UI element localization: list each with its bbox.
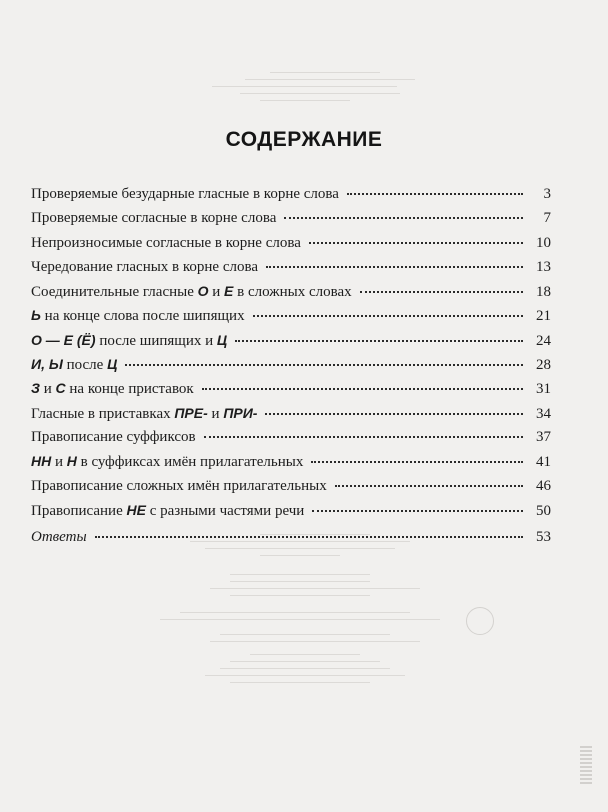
dot-leader — [265, 413, 523, 415]
toc-entry — [31, 476, 551, 500]
toc-entry — [31, 330, 551, 354]
emphasized-letters: З — [31, 380, 40, 397]
entry-text: на конце приставок — [65, 381, 194, 398]
entry-text: с разными частями речи — [145, 502, 305, 519]
entry-text: и — [51, 454, 67, 471]
entry-text: Проверяемые согласные в корне слова — [31, 210, 277, 227]
toc-entry — [31, 305, 551, 329]
toc-page-number: 28 — [536, 357, 551, 374]
page-title: СОДЕРЖАНИЕ — [225, 128, 383, 151]
toc-page-number: 53 — [536, 529, 551, 546]
toc-page-number: 41 — [536, 454, 551, 471]
emphasized-letters: О — [197, 283, 209, 300]
toc-entry — [31, 208, 551, 232]
toc-page-number: 18 — [536, 284, 551, 301]
toc-entry-title — [31, 427, 196, 447]
table-of-contents — [31, 184, 551, 551]
toc-entry-title — [31, 305, 245, 326]
emphasized-letters: Н — [66, 453, 77, 470]
entry-text: Чередование гласных в корне слова — [31, 258, 259, 275]
entry-text: после шипящих и — [95, 332, 217, 349]
toc-entry-title — [31, 330, 227, 351]
entry-text: в суффиксах имён прилагательных — [76, 454, 304, 471]
dot-leader — [284, 217, 523, 219]
emphasized-letters: И, Ы — [31, 356, 63, 373]
toc-entry-title — [31, 257, 258, 277]
entry-text: и — [40, 381, 56, 398]
toc-entry — [31, 427, 551, 451]
toc-entry — [31, 354, 551, 378]
toc-entry-title — [31, 208, 276, 228]
toc-page-number: 10 — [536, 234, 551, 251]
emphasized-letters: ПРЕ- — [174, 404, 208, 421]
dot-leader — [202, 388, 523, 390]
toc-entry-title — [31, 354, 117, 375]
toc-entry-title — [31, 500, 304, 521]
emphasized-letters: С — [55, 380, 66, 397]
toc-entry — [31, 403, 551, 427]
dot-leader — [311, 461, 523, 463]
toc-entry-title — [31, 184, 339, 204]
emphasized-letters: НН — [31, 453, 52, 470]
dot-leader — [312, 510, 523, 512]
entry-text: после — [62, 357, 108, 374]
entry-text: на конце слова после шипящих — [40, 308, 245, 325]
entry-text: и — [207, 405, 224, 422]
show-through-age-badge — [466, 607, 494, 635]
emphasized-letters: Ц — [216, 331, 228, 348]
toc-entry-title — [31, 233, 301, 253]
toc-entry-title — [31, 451, 303, 472]
toc-entry-title — [31, 403, 257, 424]
toc-entry — [31, 281, 551, 305]
dot-leader — [335, 485, 523, 487]
toc-entry — [31, 527, 551, 551]
entry-text: Соединительные гласные — [31, 284, 198, 301]
dot-leader — [125, 364, 523, 366]
show-through-imprint-bottom — [110, 528, 490, 689]
show-through-barcode — [580, 744, 592, 784]
emphasized-letters: О — Е (Ё) — [31, 331, 96, 348]
toc-page-number: 46 — [536, 477, 551, 494]
dot-leader — [360, 291, 523, 293]
dot-leader — [266, 266, 523, 268]
entry-text: Гласные в приставках — [31, 405, 175, 422]
entry-text: Непроизносимые согласные в корне слова — [31, 234, 301, 251]
emphasized-letters: Е — [224, 283, 234, 300]
dot-leader — [309, 242, 523, 244]
toc-page-number: 37 — [536, 428, 551, 445]
toc-page-number: 3 — [543, 186, 551, 202]
toc-entry — [31, 378, 551, 402]
entry-text: Проверяемые безударные гласные в корне слова — [31, 186, 339, 202]
show-through-imprint-top — [150, 66, 450, 107]
toc-entry-title — [31, 378, 194, 399]
emphasized-letters: ПРИ- — [223, 404, 258, 421]
dot-leader — [235, 340, 523, 342]
toc-entry-title — [31, 476, 327, 496]
toc-page-number: 34 — [536, 405, 551, 422]
toc-entry — [31, 451, 551, 475]
toc-page-number: 31 — [536, 381, 551, 398]
toc-entry — [31, 184, 551, 208]
entry-text: Правописание — [31, 502, 127, 519]
toc-entry-title — [31, 281, 352, 302]
toc-entry — [31, 233, 551, 257]
toc-entry-title: Ответы — [31, 529, 87, 546]
dot-leader — [253, 315, 523, 317]
toc-page-number: 7 — [543, 210, 551, 227]
toc-page-number: 21 — [536, 308, 551, 325]
entry-text: в сложных словах — [233, 284, 352, 301]
emphasized-letters: Ц — [107, 356, 118, 373]
toc-page-number: 24 — [536, 332, 551, 349]
entry-text: Правописание сложных имён прилагательных — [31, 477, 327, 494]
toc-page-number: 13 — [536, 258, 551, 275]
dot-leader — [204, 436, 523, 438]
dot-leader — [95, 536, 523, 538]
entry-text: Правописание суффиксов — [31, 428, 196, 445]
toc-entry — [31, 257, 551, 281]
emphasized-letters: Ь — [31, 307, 41, 324]
dot-leader — [347, 193, 523, 195]
emphasized-letters: НЕ — [126, 501, 146, 518]
toc-page-number: 50 — [536, 502, 551, 519]
toc-entry — [31, 500, 551, 524]
entry-text: и — [208, 284, 225, 301]
